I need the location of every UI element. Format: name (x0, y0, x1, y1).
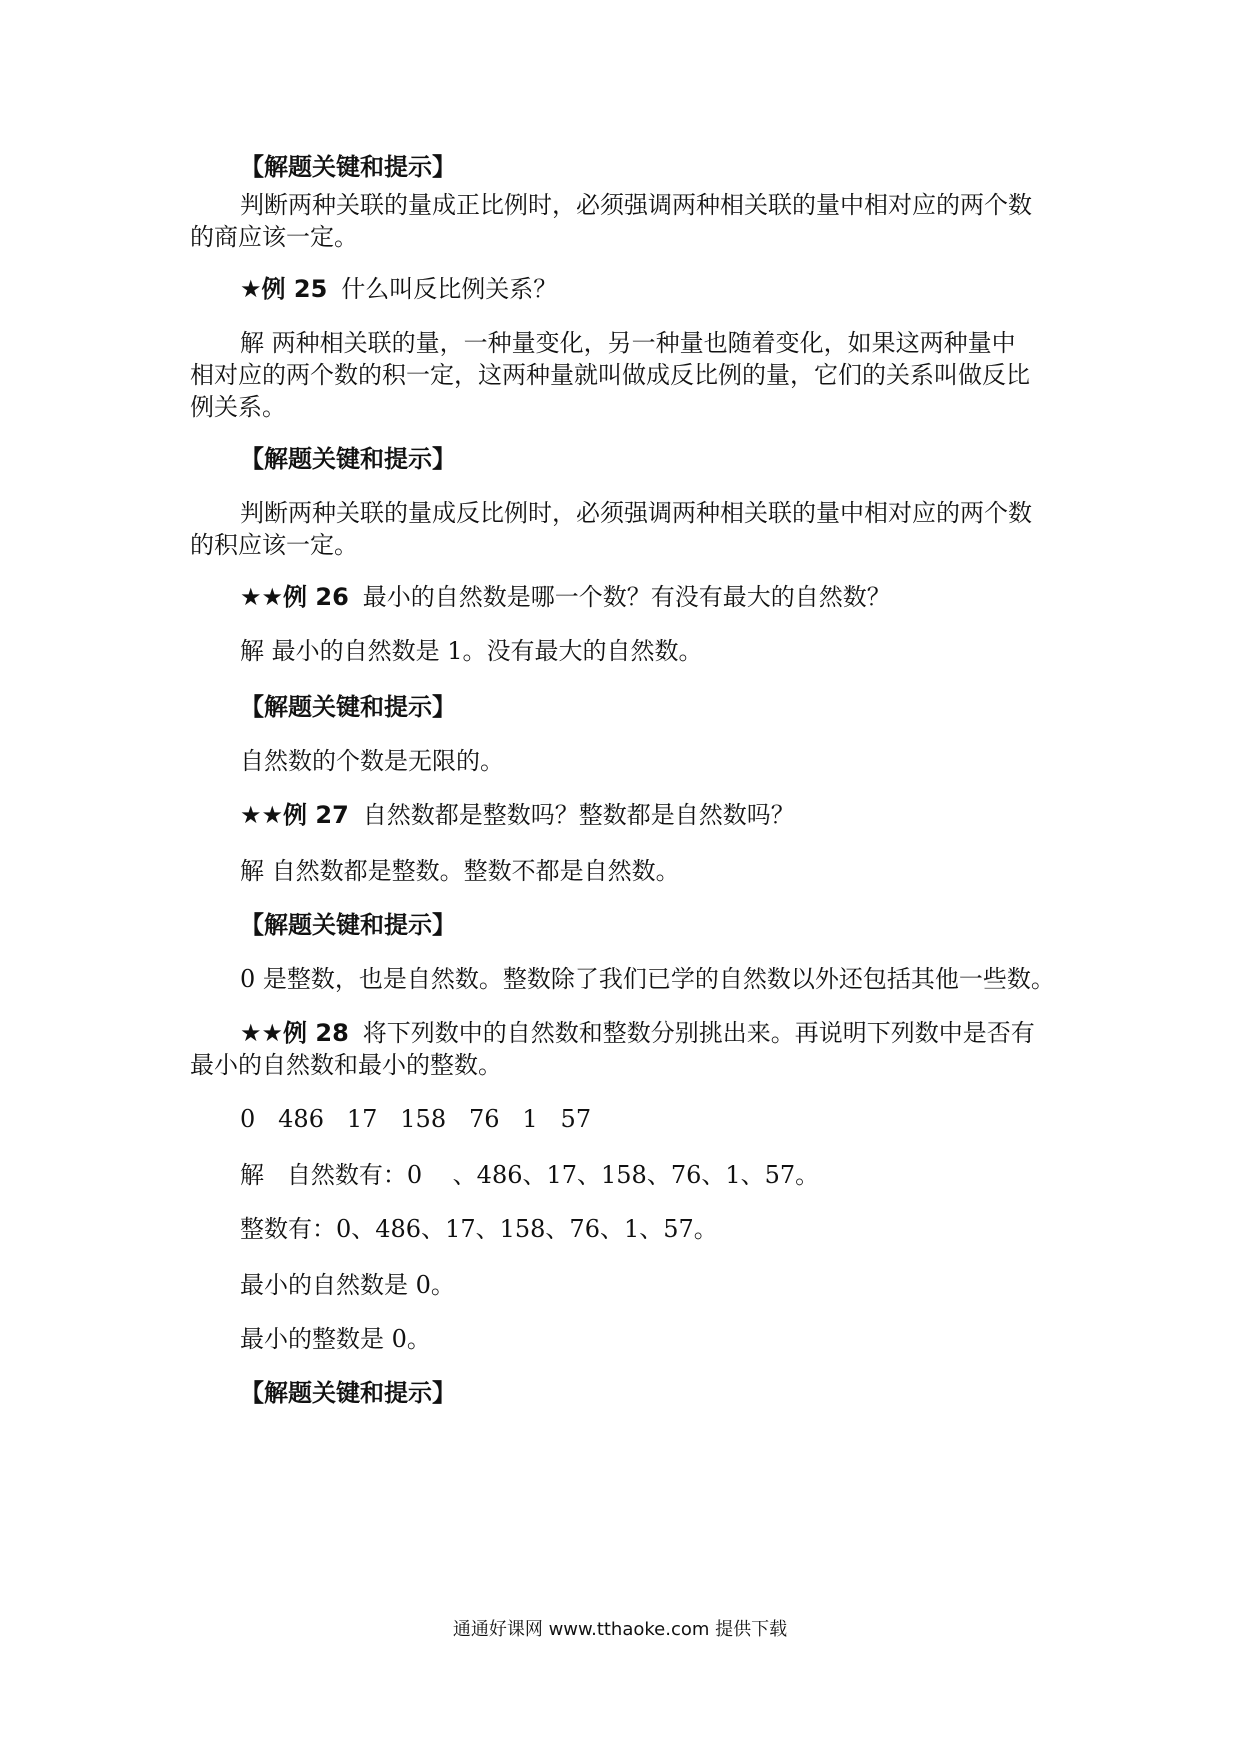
question-text: 将下列数中的自然数和整数分别挑出来。再说明下列数中是否有 (362, 1019, 1035, 1047)
page-footer: 通通好课网 www.tthaoke.com 提供下载 (452, 1619, 788, 1640)
answer-line: 整数有：0、486、17、158、76、1、57。 (240, 1215, 718, 1243)
example-question (240, 272, 557, 306)
example-label: ★★例 28 (240, 1019, 349, 1047)
question-text: 什么叫反比例关系？ (341, 275, 558, 303)
question-text: 最小的自然数是哪一个数？有没有最大的自然数？ (362, 583, 891, 611)
answer-line: 最小的整数是 0。 (240, 1325, 431, 1353)
number-list: 0 486 17 158 76 1 57 (240, 1105, 592, 1133)
answer-line: 相对应的两个数的积一定，这两种量就叫做成反比例的量，它们的关系叫做反比 (190, 361, 1030, 389)
paragraph-line: 自然数的个数是无限的。 (240, 747, 504, 775)
hint-heading: 【解题关键和提示】 (240, 445, 456, 473)
hint-heading: 【解题关键和提示】 (240, 911, 456, 939)
example-question (240, 1016, 1035, 1050)
example-label: ★★例 26 (240, 583, 349, 611)
answer-line: 最小的自然数是 0。 (240, 1271, 455, 1299)
hint-heading: 【解题关键和提示】 (240, 153, 456, 181)
hint-heading: 【解题关键和提示】 (240, 1379, 456, 1407)
paragraph-line: 0 是整数，也是自然数。整数除了我们已学的自然数以外还包括其他一些数。 (240, 965, 1055, 993)
hint-heading: 【解题关键和提示】 (240, 693, 456, 721)
example-label: ★例 25 (240, 275, 328, 303)
answer-line: 解 最小的自然数是 1。没有最大的自然数。 (240, 637, 703, 665)
paragraph-line: 的商应该一定。 (190, 223, 358, 251)
example-question (240, 798, 795, 832)
answer-line: 解 两种相关联的量，一种量变化，另一种量也随着变化，如果这两种量中 (240, 329, 1016, 357)
paragraph-line: 的积应该一定。 (190, 531, 358, 559)
question-text: 自然数都是整数吗？整数都是自然数吗？ (362, 801, 795, 829)
question-text: 最小的自然数和最小的整数。 (190, 1051, 502, 1079)
paragraph-line: 判断两种关联的量成反比例时，必须强调两种相关联的量中相对应的两个数 (240, 499, 1032, 527)
answer-line: 解 自然数有：0 、486、17、158、76、1、57。 (240, 1161, 820, 1189)
answer-line: 解 自然数都是整数。整数不都是自然数。 (240, 857, 680, 885)
answer-line: 例关系。 (190, 393, 286, 421)
example-label: ★★例 27 (240, 801, 349, 829)
paragraph-line: 判断两种关联的量成正比例时，必须强调两种相关联的量中相对应的两个数 (240, 191, 1032, 219)
example-question (240, 580, 891, 614)
